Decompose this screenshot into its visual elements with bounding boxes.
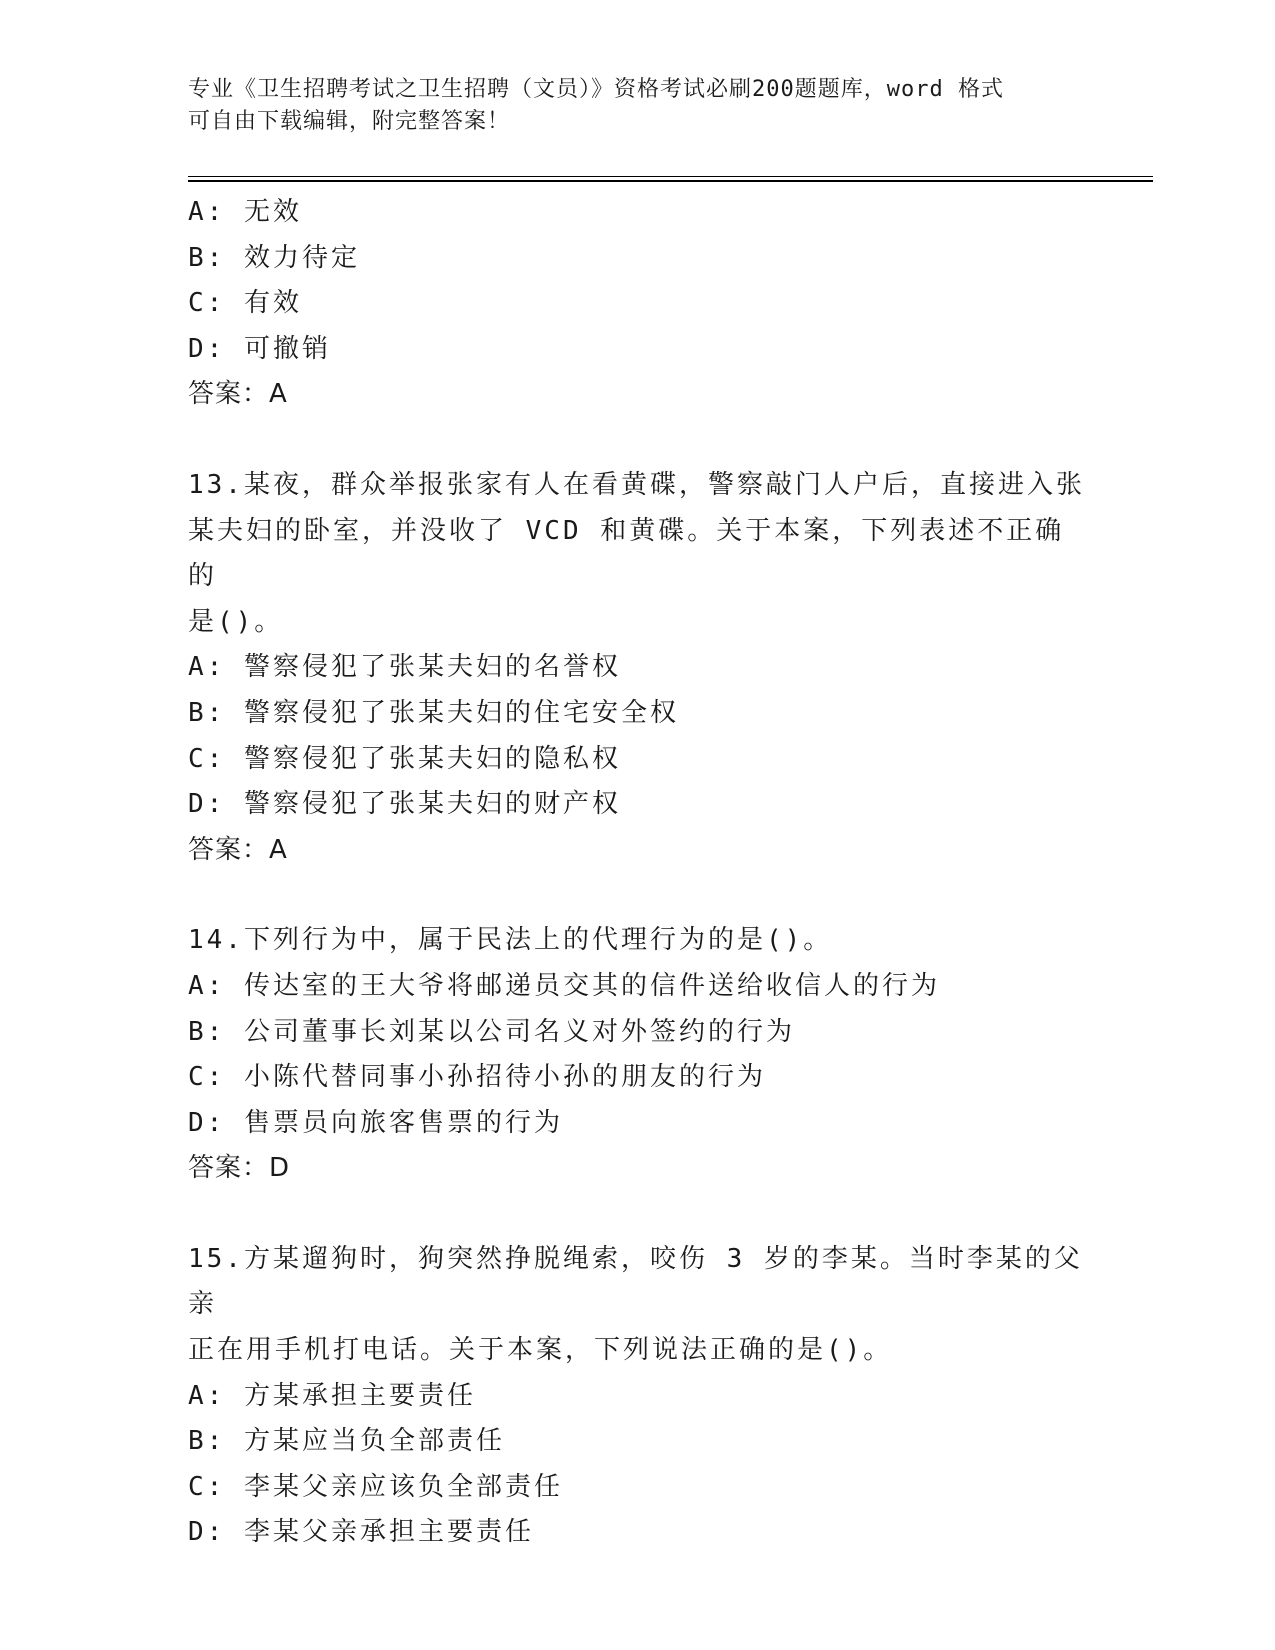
option-d: D: 李某父亲承担主要责任 [188,1517,534,1548]
option-a: A: 无效 [188,197,302,227]
option-c: C: 警察侵犯了张某夫妇的隐私权 [188,743,621,774]
option-d: D: 售票员向旅客售票的行为 [188,1107,563,1138]
option-b: B: 警察侵犯了张某夫妇的住宅安全权 [188,697,679,728]
spacer [188,873,1088,918]
question-text-line: 13.某夜，群众举报张家有人在看黄碟，警察敲门人户后，直接进入张 [188,469,1085,500]
question-text-line: 14.下列行为中，属于民法上的代理行为的是()。 [188,925,833,956]
spacer [188,1192,1088,1237]
option-b: B: 方某应当负全部责任 [188,1426,505,1457]
option-d: D: 警察侵犯了张某夫妇的财产权 [188,789,621,820]
option-a: A: 传达室的王大爷将邮递员交其的信件送给收信人的行为 [188,970,940,1001]
question-text-line: 某夫妇的卧室，并没收了 VCD 和黄碟。关于本案，下列表述不正确的 [188,515,1065,592]
question-13 [188,463,1088,873]
question-15 [188,1237,1088,1556]
answer-line: 答案：D [188,1153,291,1184]
option-d: D: 可撤销 [188,333,331,364]
question-12-continued [188,190,1088,418]
option-a: A: 方某承担主要责任 [188,1380,476,1411]
header-divider-thin [188,176,1153,177]
question-14 [188,918,1088,1192]
document-body [188,190,1088,1556]
option-c: C: 李某父亲应该负全部责任 [188,1471,563,1502]
option-a: A: 警察侵犯了张某夫妇的名誉权 [188,652,621,683]
question-text-line: 正在用手机打电话。关于本案，下列说法正确的是()。 [188,1335,893,1366]
answer-line: 答案：A [188,379,288,410]
question-text-line: 是()。 [188,606,284,637]
answer-line: 答案：A [188,834,288,865]
page-header [188,74,1088,138]
spacer [188,418,1088,463]
header-divider-thick [188,180,1153,182]
question-text-line: 15.方某遛狗时，狗突然挣脱绳索，咬伤 3 岁的李某。当时李某的父亲 [188,1243,1083,1320]
option-b: B: 公司董事长刘某以公司名义对外签约的行为 [188,1016,795,1047]
option-b: B: 效力待定 [188,242,360,273]
option-c: C: 有效 [188,288,302,319]
header-title-line-2: 可自由下载编辑，附完整答案！ [188,109,511,134]
option-c: C: 小陈代替同事小孙招待小孙的朋友的行为 [188,1062,766,1093]
header-title-line-1: 专业《卫生招聘考试之卫生招聘（文员）》资格考试必刷200题题库，word 格式 [188,77,1004,102]
